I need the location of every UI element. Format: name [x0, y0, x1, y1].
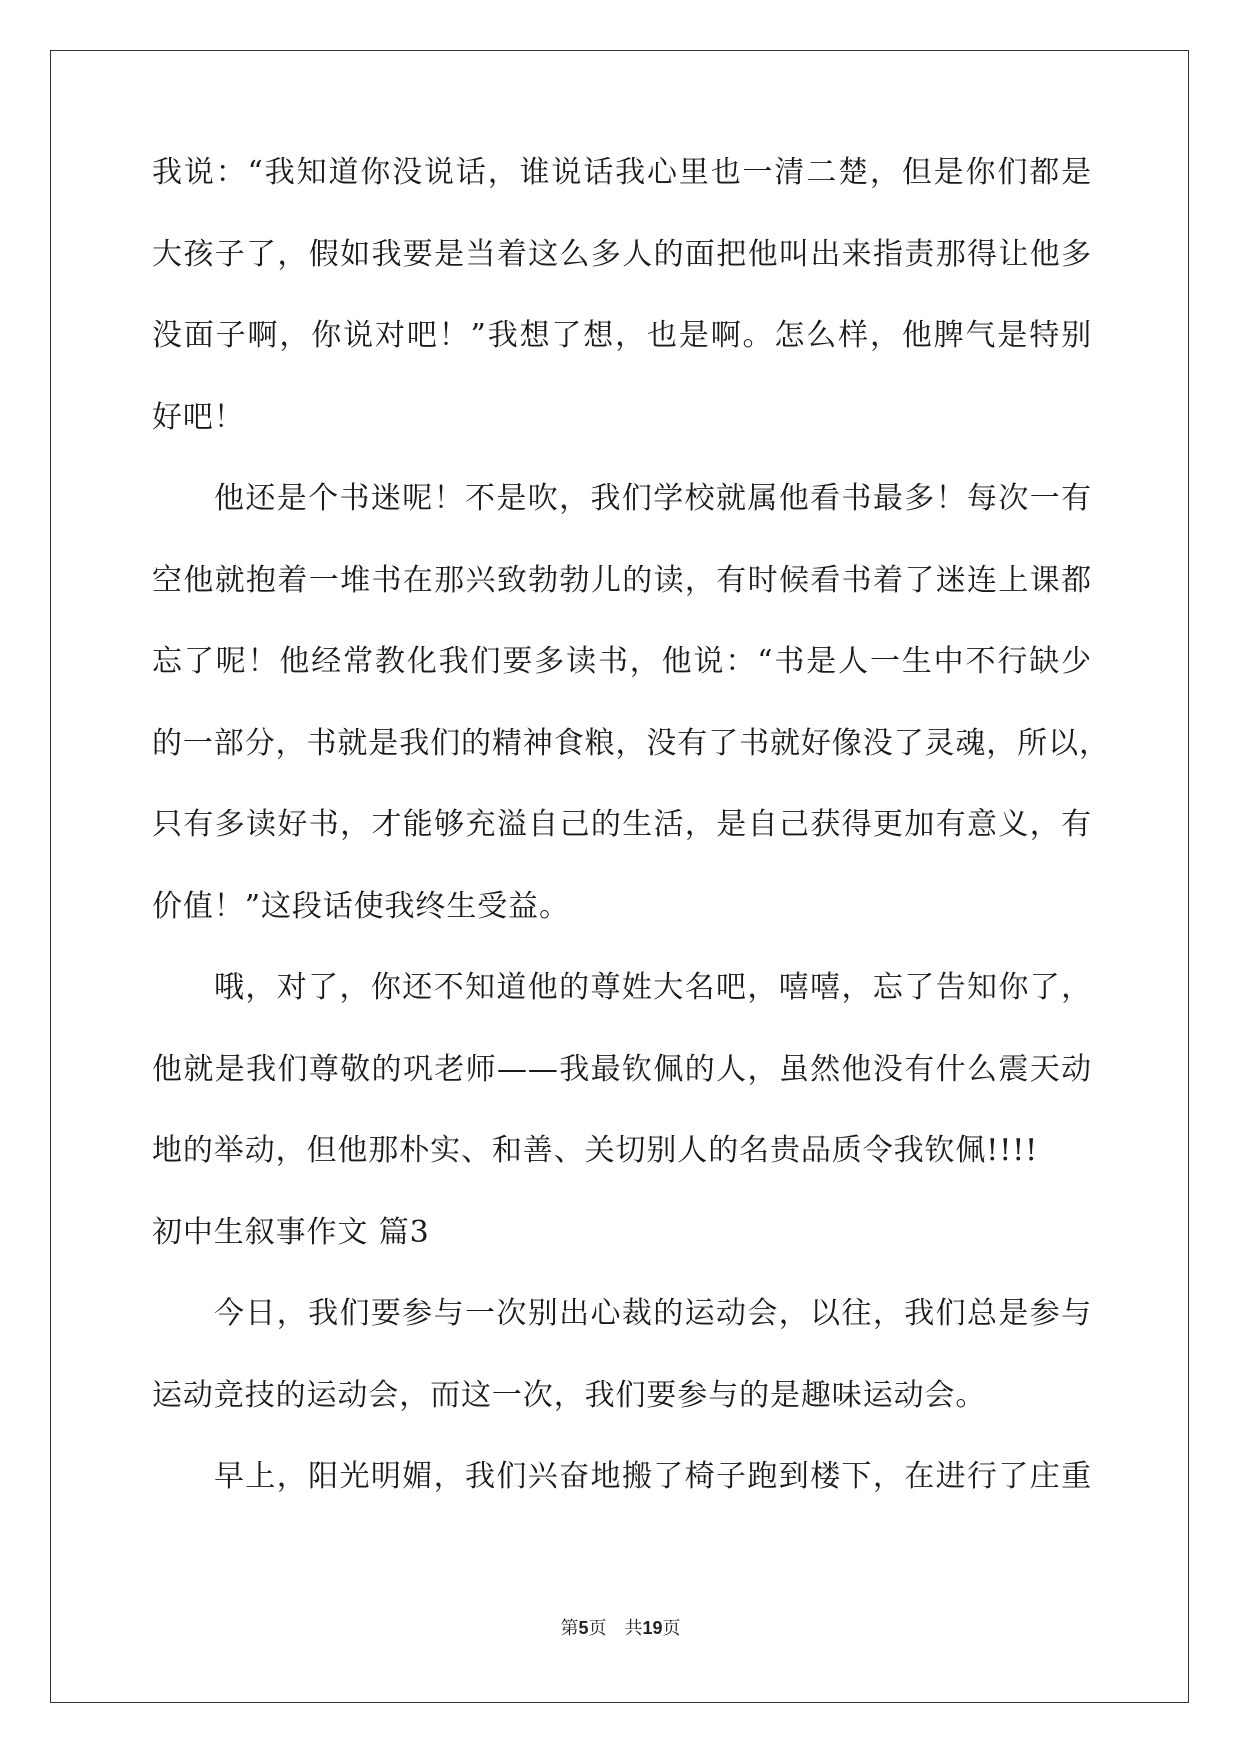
footer-total-suffix: 页	[662, 1618, 681, 1639]
total-pages: 19	[642, 1618, 663, 1638]
section-heading: 初中生叙事作文 篇3	[152, 1214, 430, 1250]
text-line: 价值！”这段话使我终生受益。	[152, 888, 570, 924]
footer-page-suffix: 页	[588, 1618, 607, 1639]
page-number: 5	[578, 1618, 589, 1638]
text-line: 运动竞技的运动会，而这一次，我们要参与的是趣味运动会。	[152, 1377, 987, 1413]
footer-total-prefix: 共	[624, 1618, 643, 1639]
paragraph-first-line: 他还是个书迷呢！不是吹，我们学校就属他看书最多！每次一有	[214, 481, 1092, 516]
text-line: 好吧！	[152, 399, 245, 435]
text-line: 我说：“我知道你没说话，谁说话我心里也一清二楚，但是你们都是	[152, 155, 1092, 190]
text-line: 没面子啊，你说对吧！”我想了想，也是啊。怎么样，他脾气是特别	[152, 318, 1092, 353]
document-body	[152, 155, 1110, 1544]
paragraph-first-line: 哦，对了，你还不知道他的尊姓大名吧，嘻嘻，忘了告知你了，	[214, 970, 1092, 1005]
text-line: 大孩子了，假如我要是当着这么多人的面把他叫出来指责那得让他多	[152, 236, 1092, 272]
text-line: 的一部分，书就是我们的精神食粮，没有了书就好像没了灵魂，所以，	[152, 725, 1110, 761]
text-line: 空他就抱着一堆书在那兴致勃勃儿的读，有时候看书着了迷连上课都	[152, 562, 1092, 598]
paragraph-first-line: 今日，我们要参与一次别出心裁的运动会，以往，我们总是参与	[214, 1296, 1092, 1331]
paragraph-first-line: 早上，阳光明媚，我们兴奋地搬了椅子跑到楼下，在进行了庄重	[214, 1459, 1092, 1494]
text-line: 只有多读好书，才能够充溢自己的生活，是自己获得更加有意义，有	[152, 807, 1092, 842]
text-line: 忘了呢！他经常教化我们要多读书，他说：“书是人一生中不行缺少	[152, 644, 1092, 679]
page-footer	[0, 1617, 1241, 1640]
footer-prefix: 第	[560, 1618, 579, 1639]
text-line: 他就是我们尊敬的巩老师——我最钦佩的人，虽然他没有什么震天动	[152, 1051, 1092, 1087]
text-line: 地的举动，但他那朴实、和善、关切别人的名贵品质令我钦佩!!!!	[152, 1133, 1039, 1168]
